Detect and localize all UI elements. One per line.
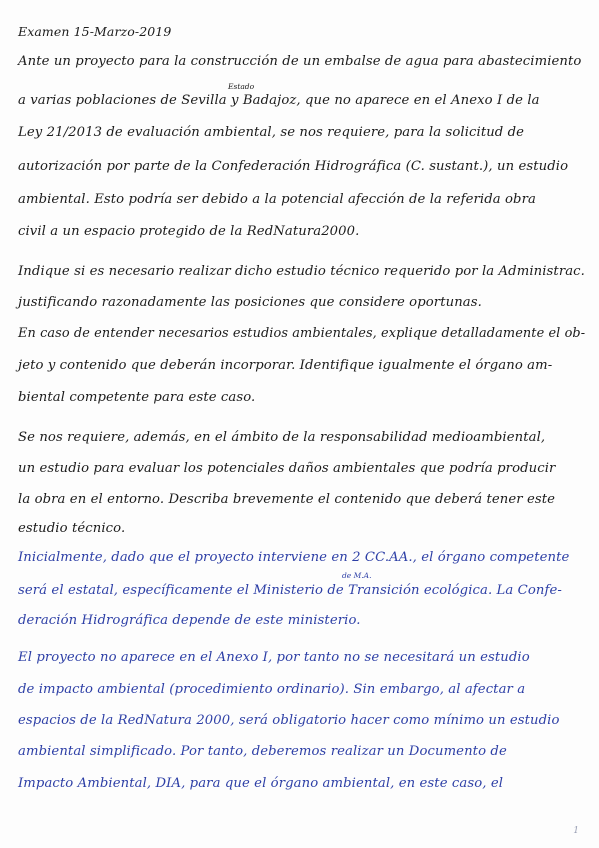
problem-line: Se nos requiere, además, en el ámbito de la responsabilidad medioambiental, xyxy=(18,430,546,445)
answer-line: espacios de la RedNatura 2000, será obligatorio hacer como mínimo un estudio xyxy=(18,713,560,728)
problem-line: a varias poblaciones de Sevilla y Badajoz, que no aparece en el Anexo I de la xyxy=(18,93,540,108)
problem-line: civil a un espacio protegido de la RedNatura2000. xyxy=(18,224,360,239)
problem-line: Ante un proyecto para la construcción de un embalse de agua para abastecimiento xyxy=(18,54,582,69)
mma-annotation: de M.A. xyxy=(342,571,372,580)
problem-line: ambiental. Esto podría ser debido a la potencial afección de la referida obra xyxy=(18,192,536,207)
answer-line: El proyecto no aparece en el Anexo I, por tanto no se necesitará un estudio xyxy=(18,650,530,665)
page-number: 1 xyxy=(573,826,579,836)
problem-line: biental competente para este caso. xyxy=(18,390,256,405)
problem-line: un estudio para evaluar los potenciales daños ambientales que podría producir xyxy=(18,461,556,476)
problem-line: Ley 21/2013 de evaluación ambiental, se nos requiere, para la solicitud de xyxy=(18,125,525,140)
answer-line: será el estatal, específicamente el Ministerio de Transición ecológica. La Confe- xyxy=(18,583,562,598)
problem-line: estudio técnico. xyxy=(18,521,126,536)
answer-line: ambiental simplificado. Por tanto, deberemos realizar un Documento de xyxy=(18,744,507,759)
answer-line: de impacto ambiental (procedimiento ordinario). Sin embargo, al afectar a xyxy=(18,682,526,697)
problem-line: autorización por parte de la Confederación Hidrográfica (C. sustant.), un estudio xyxy=(18,159,569,174)
estado-annotation: Estado xyxy=(228,82,255,91)
answer-line: Impacto Ambiental, DIA, para que el órgano ambiental, en este caso, el xyxy=(18,776,504,791)
answer-line: deración Hidrográfica depende de este ministerio. xyxy=(18,613,361,628)
problem-line: En caso de entender necesarios estudios ambientales, explique detalladamente el ob- xyxy=(18,326,586,341)
exam-title: Examen 15-Marzo-2019 xyxy=(18,24,172,39)
problem-line: jeto y contenido que deberán incorporar. Identifique igualmente el órgano am- xyxy=(18,358,553,373)
problem-line: justificando razonadamente las posiciones que considere oportunas. xyxy=(18,295,482,310)
answer-line: Inicialmente, dado que el proyecto interviene en 2 CC.AA., el órgano competente xyxy=(18,550,570,565)
problem-line: Indique si es necesario realizar dicho estudio técnico requerido por la Administrac. xyxy=(18,264,585,279)
problem-line: la obra en el entorno. Describa brevemente el contenido que deberá tener este xyxy=(18,492,556,507)
